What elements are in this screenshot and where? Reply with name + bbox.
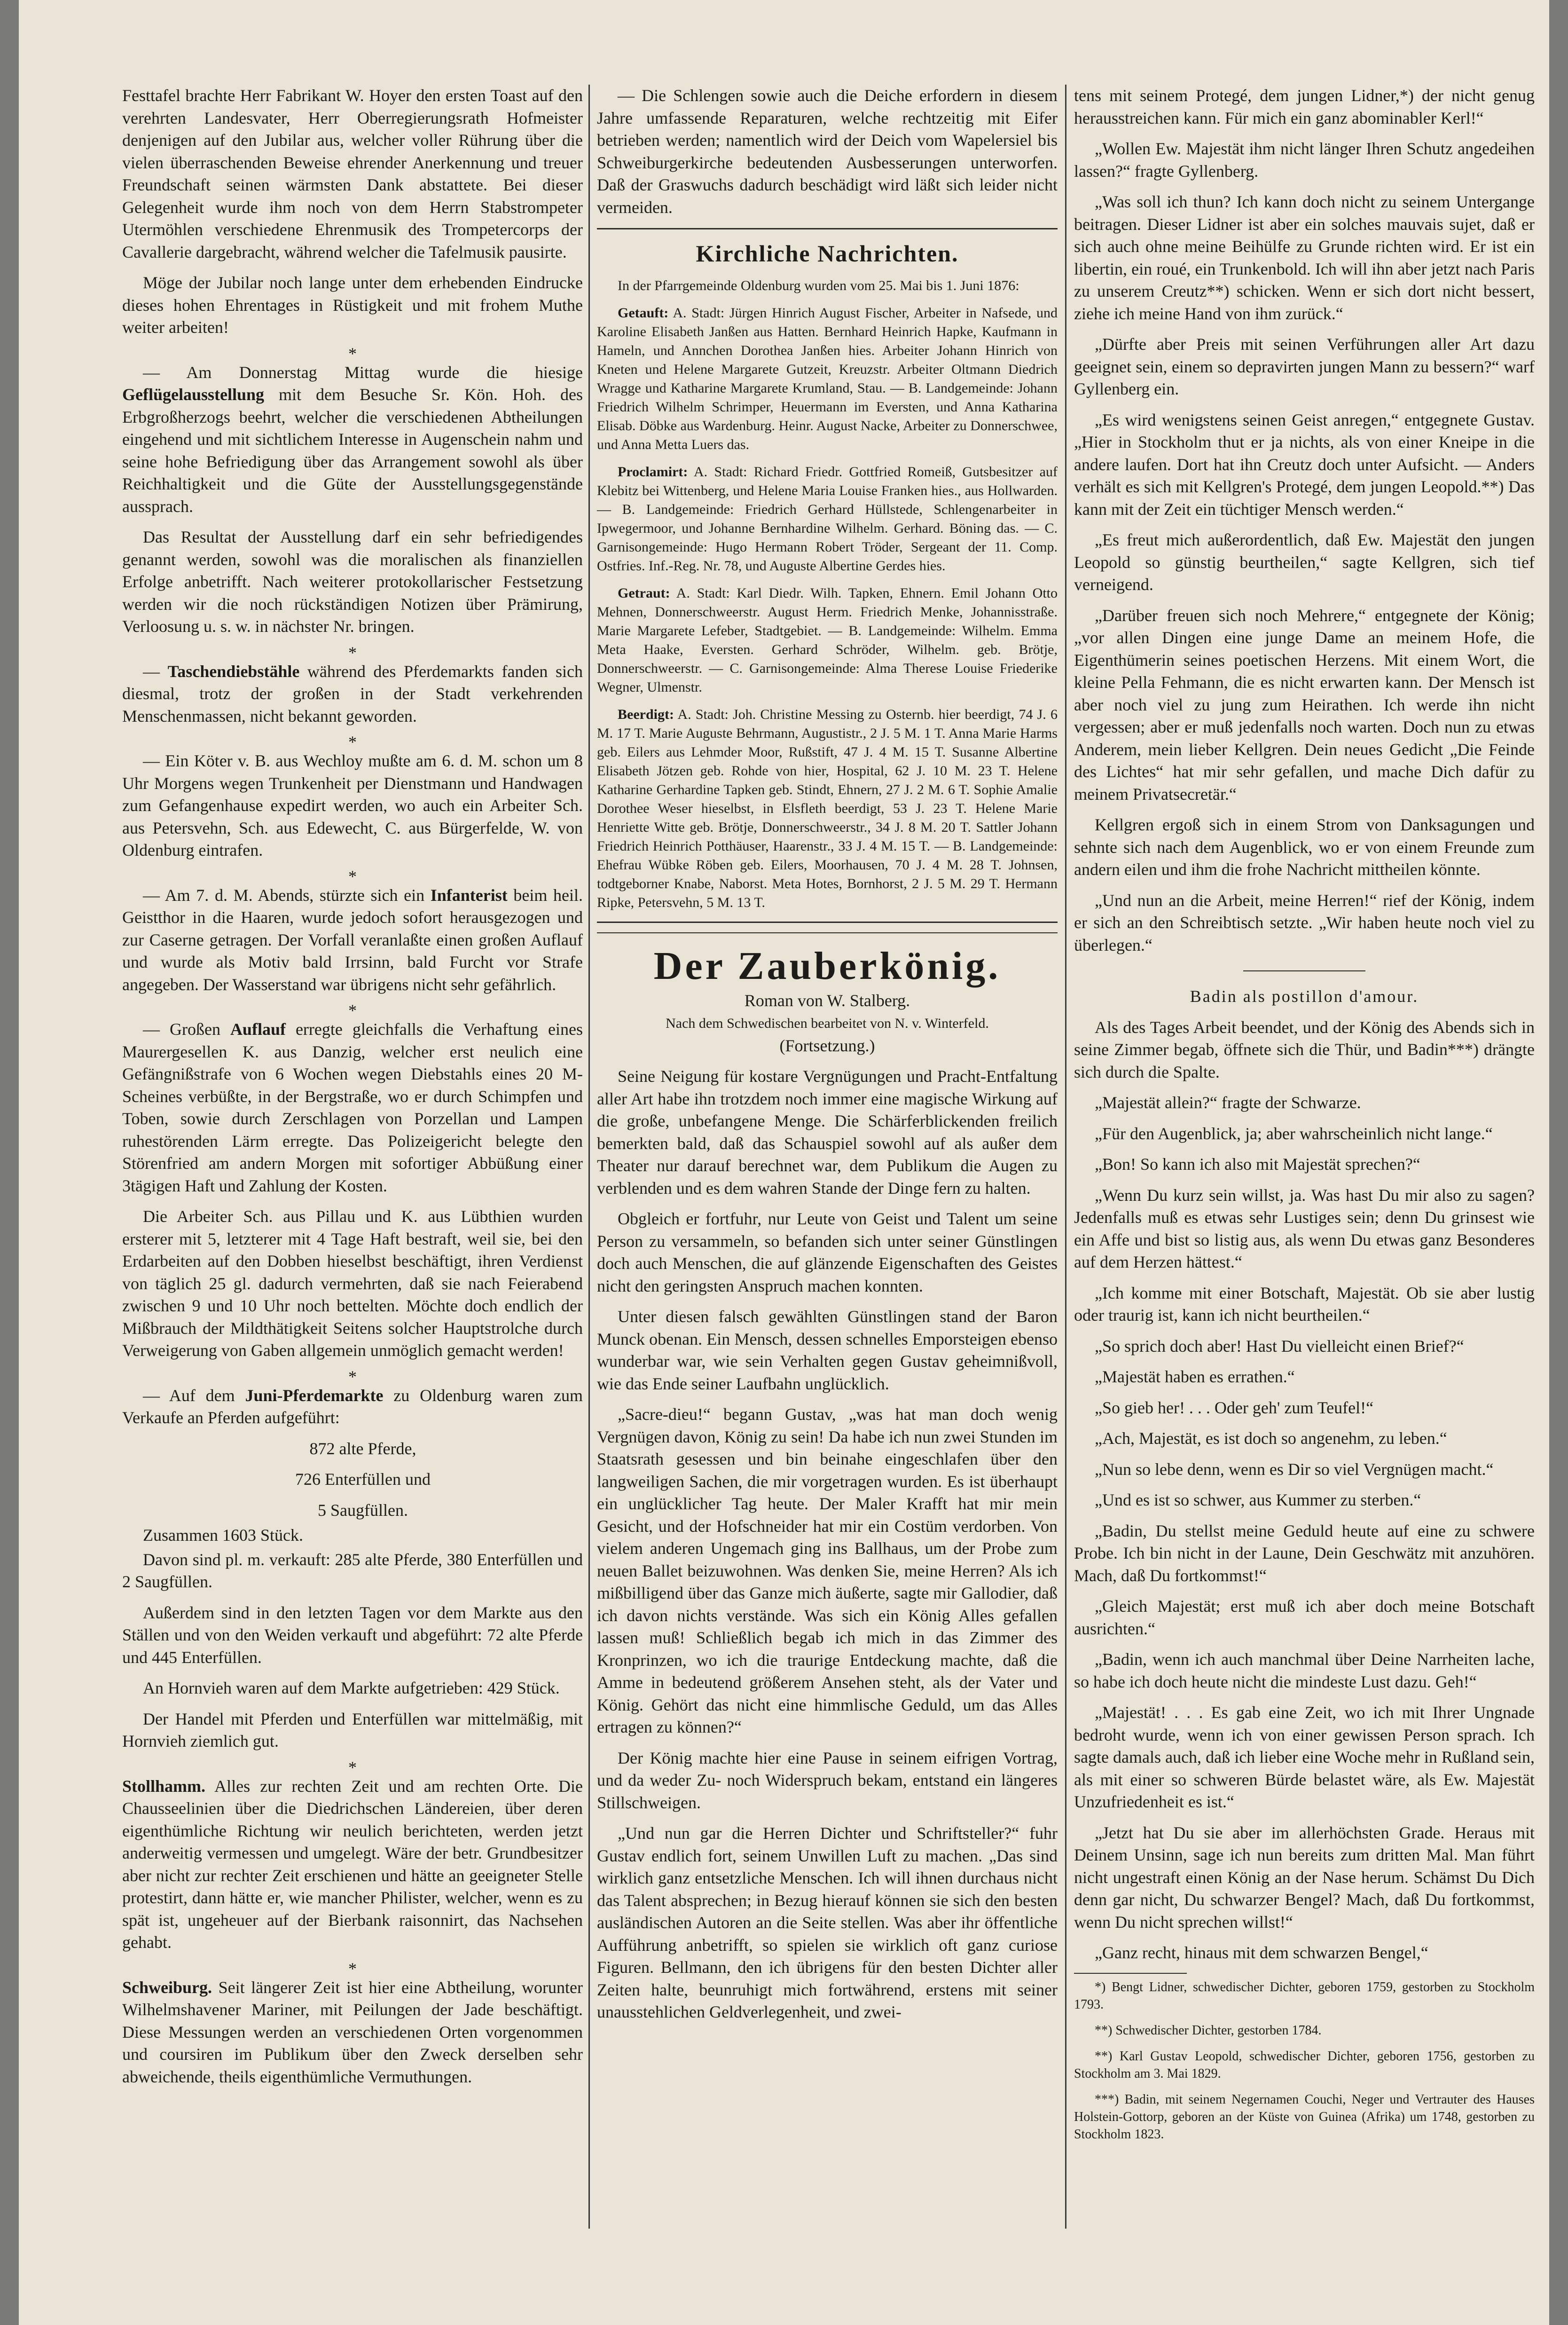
text: — Am Donnerstag Mittag wurde die hiesige [143,363,583,382]
paragraph: Das Resultat der Ausstellung darf ein sehr befriedigendes genannt werden, sowohl was die moralischen als finanziellen Erfolge anbetrifft. Nach weiterer protokollarischer Festsetzung werden wir die noch rückständigen Notizen über Prämirung, Verloosung u. s. w. in nächster Nr. bringen. [122,528,583,636]
novel-continuation: (Fortsetzung.) [779,1036,875,1055]
text: A. Stadt: Karl Diedr. Wilh. Tapken, Ehnern. Emil Johann Otto Mehnen, Donnerschweerstr. August Herm. Friedrich Menke, Johannisstraße. Marie Margarete Lefeber, Stadtgebiet. — B. Landgemeinde: Wilhelm. Emma Meta Haake, Eversten. Gerhard Schröder, Wilhelm. geb. Brötje, Donnerschweerstr. — C. Garnisongemeinde: Alma Therese Louise Friederike Wegner, Ulmenstr. [597,585,1058,695]
paragraph: In der Pfarrgemeinde Oldenburg wurden vom 25. Mai bis 1. Juni 1876: [618,278,1019,293]
paragraph: Als des Tages Arbeit beendet, und der König des Abends sich in seine Zimmer begab, öffnete sich die Thür, und Badin***) drängte sich durch die Spalte. [1074,1017,1535,1081]
asterisk-separator: * [348,1959,357,1978]
paragraph [122,1385,583,1429]
section-divider [597,228,1058,229]
paragraph: „Majestät haben es errathen.“ [1095,1367,1295,1386]
paragraph: Der König machte hier eine Pause in seinem eifrigen Vortrag, und da weder Zu- noch Widerspruch bekam, entstand ein längeres Stillschweigen. [597,1748,1058,1812]
text: mit dem Besuche Sr. Kön. Hoh. des Erbgroßherzogs beehrt, welcher die verschiedenen Abtheilungen eingehend und mit sichtlichem Interesse in Augenschein nahm und seine hohe Befriedigung über das Arrangement sowohl als über Reichhaltigkeit und die Güte der Ausstellungsgegenstände aussprach. [122,385,583,516]
keyword: Stollhamm. [122,1776,206,1796]
keyword: Schweiburg. [122,1978,212,1997]
section-divider [597,932,1058,933]
text: Seit längerer Zeit ist hier eine Abtheilung, worunter Wilhelmshavener Mariner, mit Peilungen der Jade beschäftigt. Diese Messungen werden an verschiedenen Orten vorgenommen und coursiren im Publikum über den Zweck derselben sehr abweichende, theils eigenthümliche Vermuthungen. [122,1978,583,2086]
paragraph [597,304,1058,454]
paragraph: „Es wird wenigstens seinen Geist anregen,“ entgegnete Gustav. „Hier in Stockholm thut er ja nichts, als von einer Kneipe in die andere laufen. Dort hat ihn Creutz doch unter Aufsicht. — Anders verhält es sich mit Kellgren's Protegé, dem jungen Leopold.**) Das kann mit der Zeit ein tüchtiger Mensch werden.“ [1074,410,1535,519]
newspaper-page [19,0,1549,2325]
paragraph: „Darüber freuen sich noch Mehrere,“ entgegnete der König; „vor allen Dingen eine junge Dame an meinem Hofe, die Eigenthümerin seines poetischen Herzens. Mit einem Wort, die kleine Pella Fehmann, die es nicht erwarten kann. Der Mensch ist aber noch viel zu jung zum Heirathen. Ich werde ihn nicht vergessen; aber er muß jedenfalls noch warten. Doch nun zu etwas Anderem, mein lieber Kellgren. Dein neues Gedicht „Die Feinde des Lichtes“ hat mir sehr gefallen, und mache Dich dafür zu meinem Privatsecretär.“ [1074,606,1535,804]
text: zu Oldenburg waren zum Verkaufe an Pferden aufgeführt: [122,1386,583,1427]
paragraph: „Und nun gar die Herren Dichter und Schriftsteller?“ fuhr Gustav endlich fort, seinem Unwillen Luft zu machen. „Das sind wirklich ganz entsetzliche Menschen. Ich will ihnen durchaus nicht das Talent absprechen; in Bezug hierauf können sie sich den besten ausländischen Autoren an die Seite stellen. Was aber ihr öffentliche Aufführung anbetrifft, so spielen sie wirklich oft ganz curiose Figuren. Bellmann, den ich übrigens für den besten Dichter aller Zeiten halte, beunruhigt mich fortwährend, erstens mit seiner unausstehlichen Geldverlegenheit, und zwei- [597,1824,1058,2021]
paragraph: Seine Neigung für kostare Vergnügungen und Pracht-Entfaltung aller Art habe ihn trotzdem noch immer eine magische Wirkung auf die große, unbefangene Menge. Die Schärferblickenden freilich bemerkten bald, daß das Schauspiel sowohl auf als außer dem Theater nur darauf berechnet war, dem Publikum die Augen zu verblenden und es dem wahren Stande der Dinge fern zu halten. [597,1067,1058,1198]
paragraph: „Gleich Majestät; erst muß ich aber doch meine Botschaft ausrichten.“ [1074,1597,1535,1638]
text: — [143,662,160,681]
paragraph: „Dürfte aber Preis mit seinen Verführungen aller Art dazu geeignet sein, einem so depravirten jungen Mann zu bessern?“ warf Gyllenberg ein. [1074,335,1535,398]
paragraph: — Die Schlengen sowie auch die Deiche erfordern in diesem Jahre umfassende Reparaturen, welche rechtzeitig mit Eifer betrieben werden; namentlich wird der Deich vom Wapelersiel bis Schweiburgerkirche bedeutenden Ausbesserungen unterworfen. Daß der Graswuchs dadurch beschädigt wird läßt sich leider nicht vermeiden. [597,86,1058,217]
text: — Am 7. d. M. Abends, stürzte sich ein [143,885,425,905]
text: A. Stadt: Joh. Christine Messing zu Osternb. hier beerdigt, 74 J. 6 M. 17 T. Marie Auguste Behrmann, Augustistr., 2 J. 5 M. 1 T. Anna Marie Harms geb. Eilers aus Lehmder Moor, Rußstift, 47 J. 4 M. 15 T. Susanne Albertine Elisabeth Jötzen geb. Rohde von hier, Hospital, 62 J. 10 M. 23 T. Helene Katharine Gerhardine Tapken geb. Stindt, Ehnern, 27 J. 2 M. 6 T. Sophie Amalie Dorothee Weser hieselbst, in Elsfleth beerdigt, 53 J. 23 T. Helene Marie Henriette Witte geb. Brötje, Donnerschweerstr., 34 J. 8 M. 20 T. Sattler Johann Friedrich Heinrich Potthäuser, Haarenstr., 33 J. 4 M. 15 T. — B. Landgemeinde: Ehefrau Wübke Röben geb. Eilers, Moorhausen, 70 J. 4 M. 28 T. Johnsen, todtgeborner Knabe, Naborst. Meta Hotes, Bornhorst, 2 J. 5 M. 29 T. Hermann Ripke, Petersvehn, 5 M. 13 T. [597,707,1058,910]
paragraph: Kellgren ergoß sich in einem Strom von Danksagungen und sehnte sich nach dem Augenblick, wo er von einem Freunde zum andern eilen und ihm die frohe Nachricht mittheilen könnte. [1074,815,1535,879]
text: Alles zur rechten Zeit und am rechten Orte. Die Chausseelinien über die Diedrichschen Ländereien, über deren eigenthümliche Richtung wir neulich berichteten, werden jetzt anderweitig vermessen und umgelegt. Wäre der betr. Grundbesitzer aber nicht zur rechter Zeit erschienen und hätte an geeigneter Stelle protestirt, dann hätte er, wie mancher Philister, welcher, wenn es zu spät ist, ungeheuer auf der Bierbank raisonnirt, das Nachsehen gehabt. [122,1776,583,1952]
asterisk-separator: * [348,1367,357,1386]
paragraph: „Ich komme mit einer Botschaft, Majestät. Ob sie aber lustig oder traurig ist, kann ich nicht beurtheilen.“ [1074,1283,1535,1324]
footnote: ***) Badin, mit seinem Negernamen Couchi, Neger und Vertrauter des Hauses Holstein-Gottorp, geboren an der Küste von Guinea (Afrika) um 1748, gestorben zu Stockholm 1823. [1074,2092,1535,2142]
paragraph: „Ganz recht, hinaus mit dem schwarzen Bengel,“ [1095,1943,1428,1962]
paragraph: „Badin, Du stellst meine Geduld heute auf eine zu schwere Probe. Ich bin nicht in der Laune, Dein Geschwätz mit anzuhören. Mach, daß Du fortkommst!“ [1074,1521,1535,1585]
footnote: *) Bengt Lidner, schwedischer Dichter, geboren 1759, gestorben zu Stockholm 1793. [1074,1979,1535,2012]
paragraph [122,661,583,728]
paragraph [122,1018,583,1197]
text: erregte gleichfalls die Verhaftung eines Maurergesellen K. aus Danzig, welcher erst neulich eine Gefängnißstrafe von 6 Wochen wegen Diebstahls eines 20 M-Scheines verbüßte, in der Bergstraße, wo er durch Schimpfen und Toben, sowie durch Zerschlagen von Porzellan und Lampen ruhestörenden Lärm erregte. Das Polizeigericht belegte den Störenfried am andern Morgen mit sofortiger Abbüßung einer 3tägigen Haft und Zahlung der Kosten. [122,1020,583,1195]
paragraph: „Jetzt hat Du sie aber im allerhöchsten Grade. Heraus mit Deinem Unsinn, sage ich nun bereits zum dritten Mal. Man führt nicht ungestraft einen König an der Nase herum. Schämst Du Dich denn gar nicht, Du schwarzer Bengel? Mach, daß Du fortkommst, wenn Du nicht sprechen willst!“ [1074,1823,1535,1931]
paragraph: Festtafel brachte Herr Fabrikant W. Hoyer den ersten Toast auf den verehrten Landesvater, Herr Oberregierungsrath Hofmeister denjenigen auf den Jubilar aus, welcher voller Rührung über die vielen überraschenden Beweise ehrender Anerkennung und treuer Freundschaft seinen wärmsten Dank abstattete. Bei dieser Gelegenheit wurde ihm noch von dem Herrn Stabstrompeter Utermöhlen verschiedene Ehrenmusik des Trompetercorps der Cavallerie dargebracht, während welcher die Tafelmusik pausirte. [122,86,583,261]
paragraph [597,705,1058,912]
paragraph: „Wenn Du kurz sein willst, ja. Was hast Du mir also zu sagen? Jedenfalls muß es etwas sehr Lustiges sein; denn Du grinsest wie ein Affe und bist so listig aus, als wenn Du etwas ganz Besonderes auf dem Herzen hättest.“ [1074,1185,1535,1271]
label: Getraut: [618,585,670,601]
novel-title: Der Zauberkönig. [653,944,1001,988]
paragraph: „Nun so lebe denn, wenn es Dir so viel Vergnügen macht.“ [1095,1459,1494,1479]
paragraph: Der Handel mit Pferden und Enterfüllen war mittelmäßig, mit Hornvieh ziemlich gut. [122,1709,583,1750]
text: A. Stadt: Richard Friedr. Gottfried Romeiß, Gutsbesitzer auf Klebitz bei Wittenberg, und Helene Maria Louise Franken hies., aus Hollwarden. — B. Landgemeinde: Friedrich Gerhard Hüllstede, Schlengenarbeiter in Ipwegermoor, und Johanne Bernhardine Wilhelm. Gerhard. Böning das. — C. Garnisongemeinde: Hugo Hermann Robert Tröder, Sergeant der 11. Comp. Ostfries. Inf.-Reg. Nr. 78, und Auguste Albertine Gerdes hies. [597,464,1058,574]
paragraph: Davon sind pl. m. verkauft: 285 alte Pferde, 380 Enterfüllen und 2 Saugfüllen. [122,1550,583,1591]
paragraph: — Ein Köter v. B. aus Wechloy mußte am 6. d. M. schon um 8 Uhr Morgens wegen Trunkenheit per Dienstmann und Handwagen zum Gefangenhause expedirt werden, wo auch ein Arbeiter Sch. aus Petersvehn, Sch. aus Edewecht, C. aus Bürgerfelde, W. von Oldenburg eintrafen. [122,751,583,859]
asterisk-separator: * [348,733,357,751]
text: während des Pferdemarkts fanden sich diesmal, trotz der großen in der Stadt verkehrenden Menschenmassen, nicht bekannt geworden. [122,662,583,725]
paragraph: „Für den Augenblick, ja; aber wahrscheinlich nicht lange.“ [1095,1124,1493,1143]
paragraph [597,463,1058,575]
paragraph: Obgleich er fortfuhr, nur Leute von Geist und Talent um seine Person zu versammeln, so befanden sich unter seiner Günstlingen doch auch Menschen, die auf glänzende Eigenschaften des Geistes nicht den geringsten Anspruch machen konnten. [597,1209,1058,1295]
footnote: **) Karl Gustav Leopold, schwedischer Dichter, geboren 1756, gestorben zu Stockholm am 3. Mai 1829. [1074,2049,1535,2081]
text: — Auf dem [143,1386,235,1405]
text: beim heil. Geistthor in die Haaren, wurde jedoch sofort herausgezogen und zur Caserne getragen. Der Vorfall veranlaßte einen großen Auflauf und wurde als Motiv bald Irrsinn, bald Furcht vor Strafe angegeben. Der Wasserstand war übrigens nicht sehr gefährlich. [122,885,583,994]
footnote-rule [1074,1973,1187,1974]
asterisk-separator: * [348,867,357,886]
paragraph [597,584,1058,697]
label: Proclamirt: [618,464,688,480]
asterisk-separator: * [348,344,357,363]
text: — Großen [143,1020,220,1039]
paragraph [122,1775,583,1954]
paragraph [122,1977,583,2089]
text: A. Stadt: Jürgen Hinrich August Fischer, Arbeiter in Nafsede, und Karoline Elisabeth Janßen aus Hatten. Bernhard Heinrich Hapke, Kaufmann in Hameln, und Annchen Dorothea Janßen hies. Arbeiter Johann Hinrich von Kneten und Helene Margarete Gutzeit, Kreuzstr. Arbeiter Oltmann Diedrich Wragge und Katharine Margarete Krumland, Stau. — B. Landgemeinde: Johann Friedrich Wilhelm Schrimper, Heuermann im Eversten, und Anna Katharina Elisab. Döbke aus Wardenburg. Heinr. August Nacke, Arbeiter zu Donnerschwee, und Anna Metta Luers das. [597,305,1058,452]
paragraph: „Bon! So kann ich also mit Majestät sprechen?“ [1095,1155,1420,1174]
paragraph: An Hornvieh waren auf dem Markte aufgetrieben: 429 Stück. [143,1679,560,1697]
asterisk-separator: * [348,1758,357,1777]
paragraph: „Wollen Ew. Majestät ihm nicht länger Ihren Schutz angedeihen lassen?“ fragte Gyllenberg. [1074,139,1535,181]
paragraph: „Sacre-dieu!“ begann Gustav, „was hat man doch wenig Vergnügen davon, König zu sein! Da habe ich nun zwei Stunden im Staatsrath gesessen und bin beinahe eingeschlafen über den langweiligen Sachen, die mir vorgetragen wurden. Es ist überhaupt ein unglücklicher Tag heute. Der Maler Krafft hat mir mein Gesicht, und der Hofschneider hat mir ein Costüm verdorben. Von vielem anderen Ungemach ging ins Ballhaus, um der Probe zum neuen Ballet beizuwohnen. Was denken Sie, meine Herren? Als ich mißbilligend über das Ganze mich äußerte, sagte mir Gallodier, daß ich davon nichts verstände. Was sich ein König Alles gefallen lassen muß! Schließlich begab ich mich in das Zimmer des Kronprinzen, wo ich die traurige Entdeckung machte, daß die Amme in bedeutend größerem Ansehen steht, als der Vater und König. Gehört das nicht eine himmlische Geduld, um das Alles ertragen zu können?“ [597,1405,1058,1736]
asterisk-separator: * [348,643,357,662]
novel-translator: Nach dem Schwedischen bearbeitet von N. v. Winterfeld. [666,1015,989,1031]
paragraph: „Ach, Majestät, es ist doch so angenehm, zu leben.“ [1095,1429,1447,1448]
footnote: **) Schwedischer Dichter, gestorben 1784. [1095,2023,1322,2038]
paragraph: „Was soll ich thun? Ich kann doch nicht zu seinem Untergange beitragen. Dieser Lidner ist aber ein solches mauvais sujet, daß er sich auch ohne meine Beihülfe zu Grunde richten wird. Er ist ein libertin, ein roué, ein Trunkenbold. Ich will ihn aber jetzt nach Paris zu unserem Creutz**) schicken. Wenn er sich dort nicht bessert, ziehe ich meine Hand von ihm zurück.“ [1074,192,1535,323]
label: Beerdigt: [618,707,674,722]
novel-author: Roman von W. Stalberg. [744,991,910,1010]
column-novel-continued [1074,85,1535,2152]
paragraph: Unter diesen falsch gewählten Günstlingen stand der Baron Munck obenan. Ein Mensch, dessen schnelles Emporsteigen ebenso wunderbar war, wie sein Verhalten gegen Gustav geheimnißvoll, wie das Ende seiner Laufbahn unglücklich. [597,1307,1058,1393]
paragraph [122,362,583,518]
keyword: Geflügelausstellung [122,385,265,404]
list-item: 872 alte Pferde, [309,1439,416,1458]
paragraph: Möge der Jubilar noch lange unter dem erhebenden Eindrucke dieses hohen Ehrentages in Rüstigkeit und mit frohem Muthe weiter arbeiten! [122,273,583,337]
paragraph [122,884,583,996]
paragraph: „Majestät! . . . Es gab eine Zeit, wo ich mit Ihrer Ungnade bedroht wurde, wenn ich von einer gewissen Person sprach. Ich sagte damals auch, daß ich lieber eine Woche mehr in Rußland sein, als mit einer so schweren Bürde belastet wäre, als Ew. Majestät Unzufriedenheit es ist.“ [1074,1703,1535,1811]
total-line: Zusammen 1603 Stück. [143,1526,303,1545]
paragraph: „Badin, wenn ich auch manchmal über Deine Narrheiten lache, so habe ich doch heute nicht die mindeste Lust dazu. Geh!“ [1074,1650,1535,1691]
list-item: 5 Saugfüllen. [318,1500,408,1520]
chapter-title: Badin als postillon d'amour. [1190,987,1419,1006]
keyword: Juni-Pferdemarkte [245,1386,384,1405]
paragraph: tens mit seinem Protegé, dem jungen Lidner,*) der nicht genug herausstreichen kann. Für mich ein ganz abominabler Kerl!“ [1074,86,1535,127]
keyword: Auflauf [230,1020,286,1039]
section-title: Kirchliche Nachrichten. [696,240,959,267]
paragraph: „So gieb her! . . . Oder geh' zum Teufel!“ [1095,1398,1374,1417]
paragraph: „Es freut mich außerordentlich, daß Ew. Majestät den jungen Leopold so günstig beurtheilen,“ sagte Kellgren, sich tief verneigend. [1074,530,1535,594]
paragraph: „Und es ist so schwer, aus Kummer zu sterben.“ [1095,1490,1421,1509]
label: Getauft: [618,305,669,321]
paragraph: „Majestät allein?“ fragte der Schwarze. [1095,1093,1361,1112]
asterisk-separator: * [348,1001,357,1020]
paragraph: „So sprich doch aber! Hast Du vielleicht einen Brief?“ [1095,1336,1464,1356]
paragraph: „Und nun an die Arbeit, meine Herren!“ rief der König, indem er sich an den Schreibtisch setzte. „Wir haben heute noch viel zu überlegen.“ [1074,891,1535,954]
section-divider [1243,970,1365,971]
keyword: Taschendiebstähle [167,662,300,681]
column-local-news [122,85,583,2096]
list-item: 726 Enterfüllen und [295,1470,431,1489]
column-divider-2 [1065,85,1066,2229]
section-divider [597,922,1058,923]
keyword: Infanterist [430,885,508,905]
column-divider-1 [588,85,590,2229]
paragraph: Außerdem sind in den letzten Tagen vor dem Markte aus den Ställen und von den Weiden verkauft und abgeführt: 72 alte Pferde und 445 Enterfüllen. [122,1603,583,1667]
column-church-and-novel [597,85,1058,2032]
paragraph: Die Arbeiter Sch. aus Pillau und K. aus Lübthien wurden ersterer mit 5, letzterer mit 4 Tage Haft bestraft, weil sie, bei den Erdarbeiten auf den Dobben hieselbst beschäftigt, ihren Verdienst von täglich 25 gl. dadurch vermehrten, daß sie nach Feierabend zwischen 9 und 10 Uhr noch bettelten. Möchte doch endlich der Mißbrauch der Mildthätigkeit Seitens solcher Hauptstrolche durch Verweigerung von Gaben allgemein unmöglich gemacht werden! [122,1207,583,1360]
